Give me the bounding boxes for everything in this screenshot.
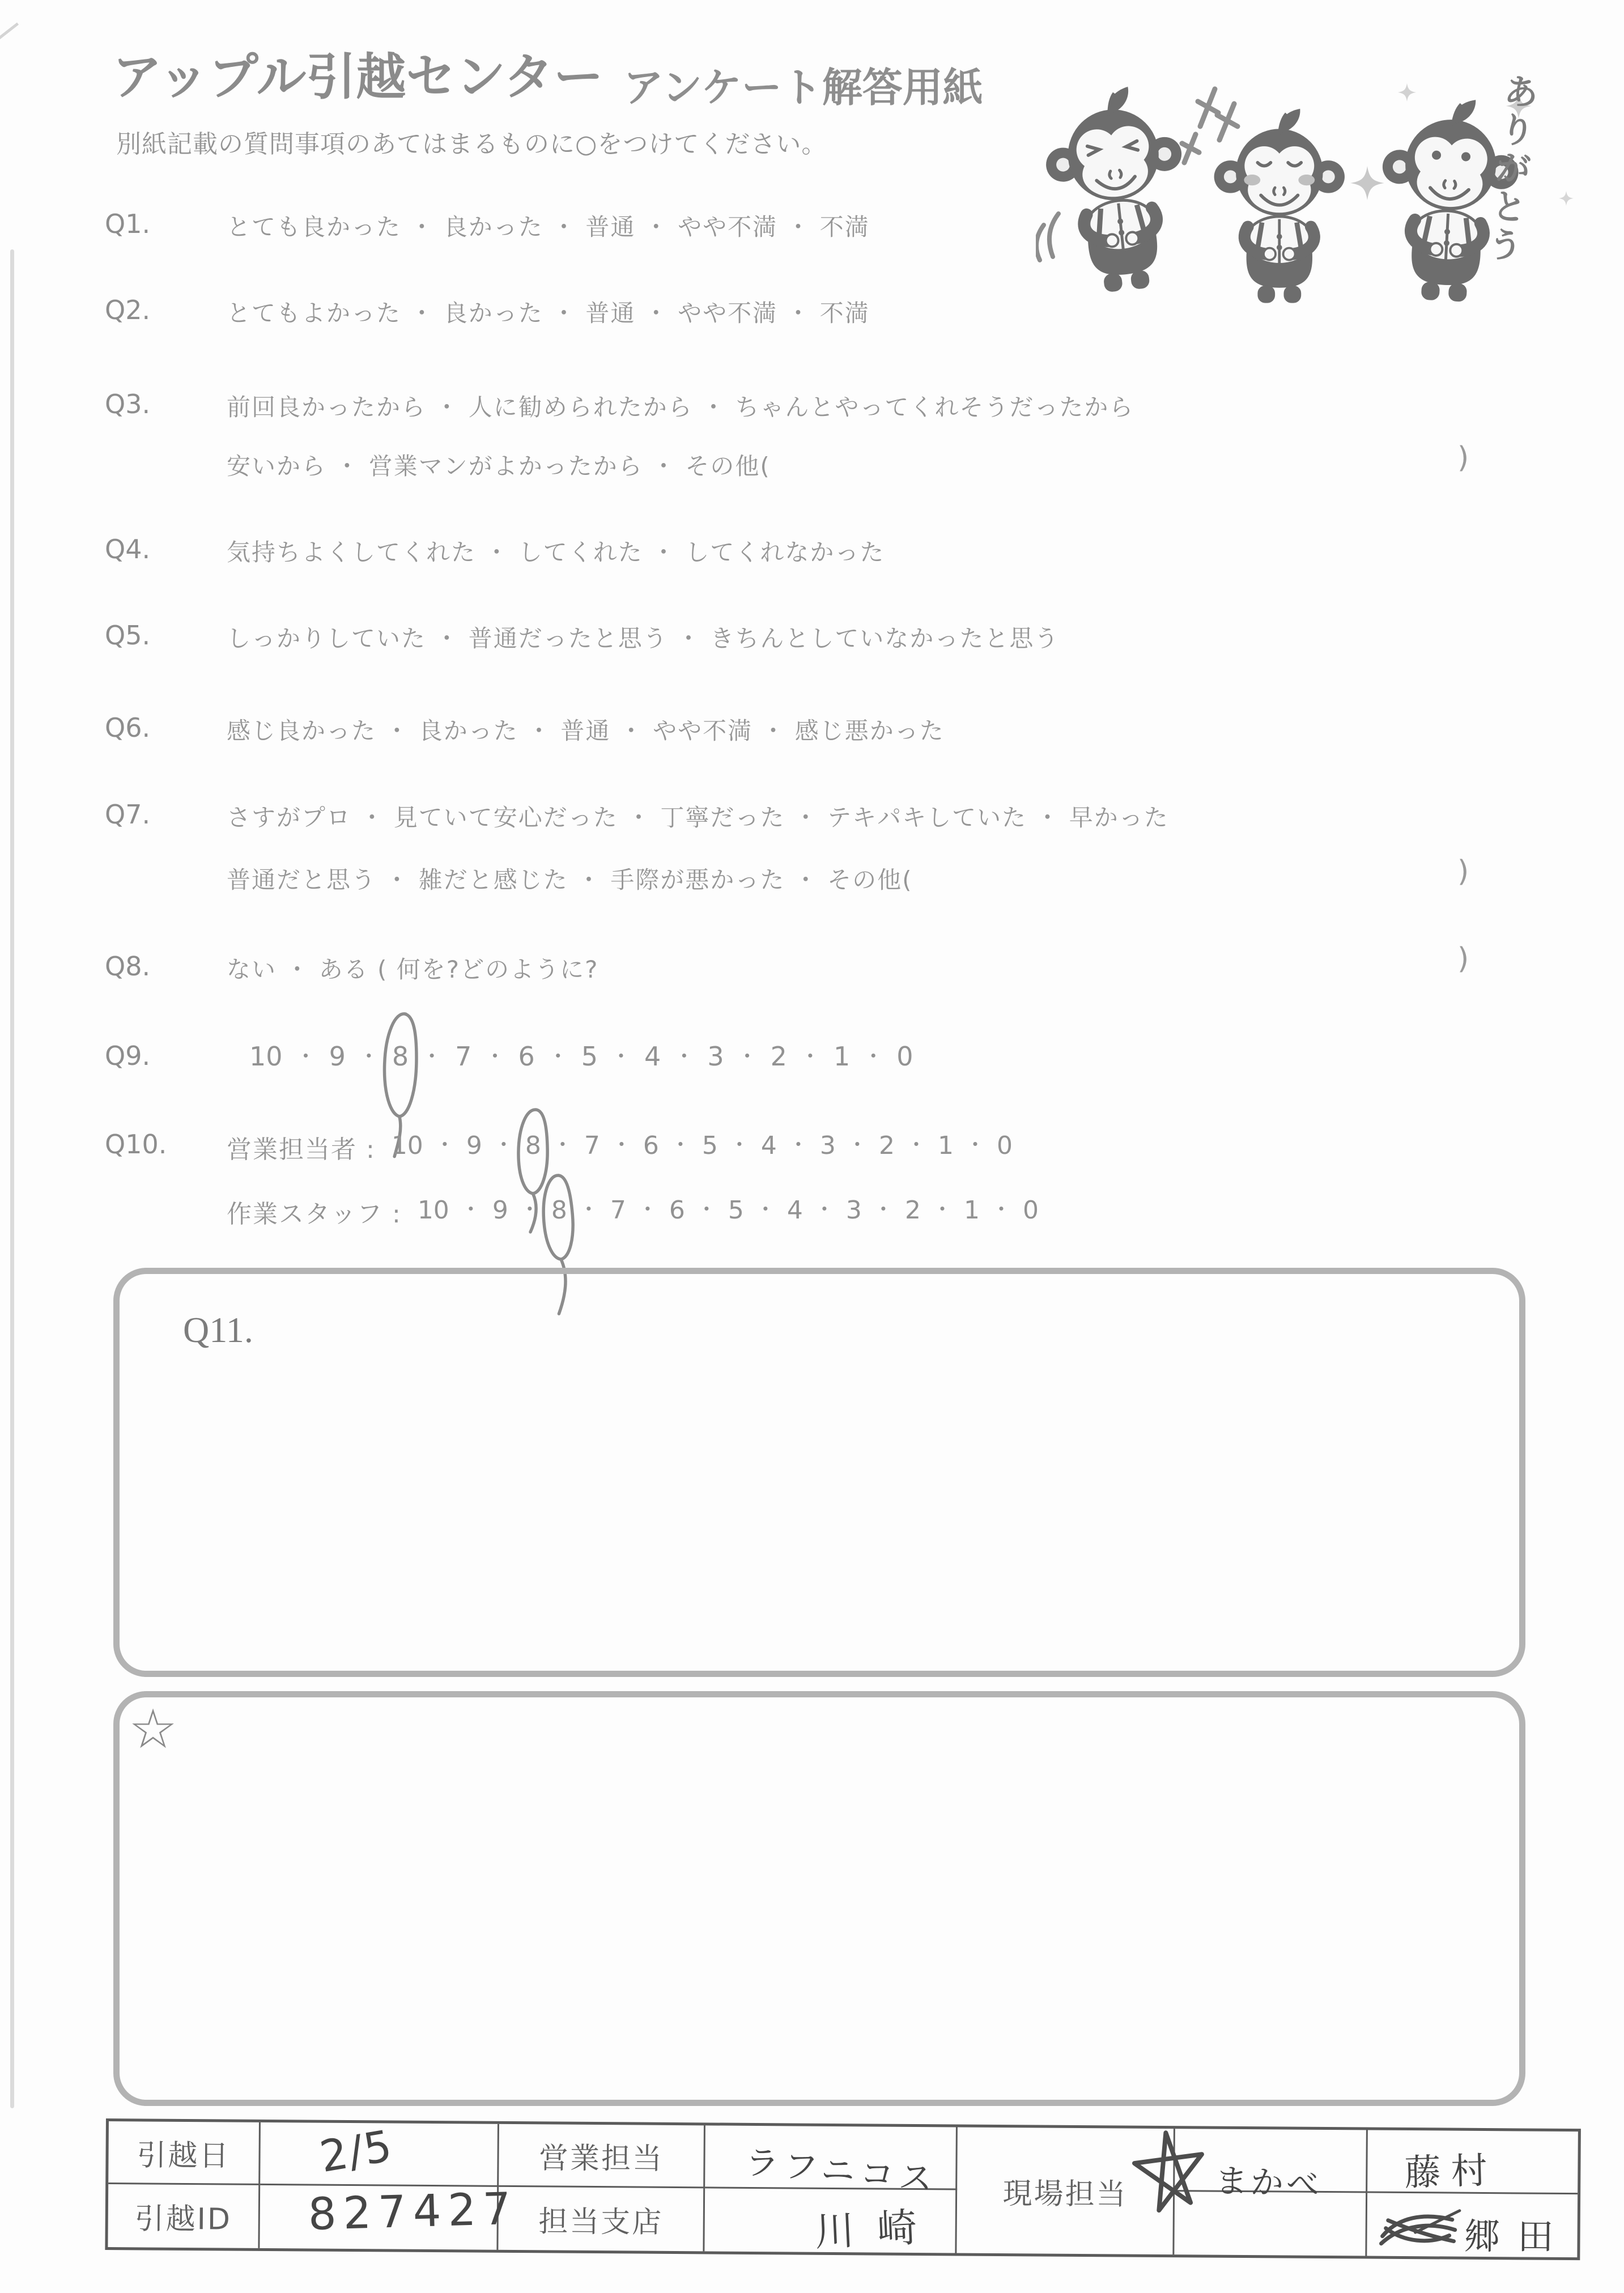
monkey-2 [1214, 109, 1345, 303]
q7-close-paren: ) [1457, 855, 1469, 889]
q3-label: Q3. [105, 389, 151, 419]
q10r1-num-3: 3 [819, 1131, 836, 1160]
q10r2-num-10: 10 [417, 1196, 449, 1225]
handwriting-sales-rep: ラフニコス [743, 2142, 940, 2200]
dot-separator: ・ [964, 1132, 986, 1157]
scan-corner-artifact [0, 23, 19, 40]
handwriting-star-mark [1131, 2126, 1208, 2217]
q6-options: 感じ良かった ・ 良かった ・ 普通 ・ やや不満 ・ 感じ悪かった [227, 717, 945, 745]
q10r2-num-4: 4 [787, 1196, 803, 1225]
dot-separator: ・ [813, 1197, 835, 1222]
q9-num-3: 3 [707, 1041, 724, 1072]
handwriting-crossed-out-scribble [1375, 2207, 1461, 2256]
site-rep-label-cell: 現場担当 [956, 2127, 1175, 2254]
q10r1-num-2: 2 [878, 1131, 895, 1160]
handwriting-move-date: 2/5 [316, 2120, 397, 2182]
q10r1-num-8-circled: 8 [525, 1131, 541, 1160]
handwriting-branch: 川崎 [814, 2203, 941, 2256]
question-q1 [105, 209, 870, 243]
q9-num-10: 10 [249, 1041, 283, 1072]
q10-row2-name: 作業スタッフ : [227, 1200, 402, 1229]
q7-label: Q7. [105, 799, 151, 830]
dot-separator: ・ [547, 1044, 569, 1069]
q4-label: Q4. [105, 534, 151, 564]
handwriting-site-rep: まかべ [1214, 2161, 1323, 2205]
scan-edge-artifact [10, 249, 14, 2108]
question-q4 [105, 534, 885, 568]
dot-separator: ・ [551, 1132, 573, 1157]
question-q5 [105, 620, 1059, 654]
question-q7 [105, 799, 1169, 833]
q10r1-num-7: 7 [584, 1131, 600, 1160]
q10r1-num-10: 10 [391, 1131, 423, 1160]
q10r1-num-4: 4 [760, 1131, 777, 1160]
dot-separator: ・ [460, 1197, 482, 1222]
q8-options: ない ・ ある ( 何を?どのように? [227, 956, 599, 983]
dot-separator: ・ [358, 1044, 380, 1069]
q1-label: Q1. [105, 209, 151, 239]
move-date-label-cell: 引越日 [108, 2121, 261, 2185]
motion-lines [1036, 214, 1058, 260]
q9-num-7: 7 [455, 1041, 472, 1072]
q10r1-num-9: 9 [466, 1131, 482, 1160]
footer-info-table [105, 2118, 1581, 2260]
q2-label: Q2. [105, 295, 151, 325]
instructions-text: 別紙記載の質問事項のあてはまるものに○をつけてください。 [116, 130, 827, 159]
question-q3 [105, 389, 1134, 423]
handwriting-crew2: 郷田 [1464, 2215, 1571, 2259]
q10r2-num-2: 2 [904, 1196, 921, 1225]
q11-comment-box [113, 1268, 1525, 1677]
q3-close-paren: ) [1457, 441, 1469, 475]
dot-separator: ・ [872, 1197, 894, 1222]
dot-separator: ・ [862, 1044, 885, 1069]
q10r2-num-7: 7 [610, 1196, 626, 1225]
q9-scale [249, 1041, 913, 1072]
q3-options-line1: 前回良かったから ・ 人に勧められたから ・ ちゃんとやってくれそうだったから [227, 393, 1134, 421]
q7-options-line2: 普通だと思う ・ 雑だと感じた ・ 手際が悪かった ・ その他( [227, 866, 913, 894]
q10r1-num-5: 5 [702, 1131, 718, 1160]
dot-separator: ・ [610, 1132, 632, 1157]
question-q9 [105, 1041, 913, 1072]
q1-options: とても良かった ・ 良かった ・ 普通 ・ やや不満 ・ 不満 [227, 213, 870, 241]
dot-separator: ・ [577, 1197, 600, 1222]
dot-separator: ・ [636, 1197, 658, 1222]
q8-close-paren: ) [1457, 942, 1469, 976]
q10r2-num-8-circled: 8 [551, 1196, 567, 1225]
question-q3-line2 [105, 448, 771, 482]
q6-label: Q6. [105, 712, 151, 743]
dot-separator: ・ [728, 1132, 750, 1157]
dot-separator: ・ [736, 1044, 758, 1069]
q5-options: しっかりしていた ・ 普通だったと思う ・ きちんとしていなかったと思う [227, 625, 1060, 652]
dot-separator: ・ [695, 1197, 717, 1222]
q9-num-9: 9 [329, 1041, 346, 1072]
dot-separator: ・ [421, 1044, 443, 1069]
q10r2-num-1: 1 [963, 1196, 980, 1225]
q10r2-num-0: 0 [1022, 1196, 1039, 1225]
q10r2-num-9: 9 [492, 1196, 508, 1225]
branch-label-cell: 担当支店 [498, 2187, 705, 2252]
q8-label: Q8. [105, 951, 151, 982]
dot-separator: ・ [610, 1044, 632, 1069]
q7-options-line1: さすがプロ ・ 見ていて安心だった ・ 丁寧だった ・ テキパキしていた ・ 早かった [227, 804, 1169, 831]
brand-title: アップル引越センター [112, 48, 603, 106]
q10r1-num-0: 0 [996, 1131, 1013, 1160]
q9-num-0: 0 [896, 1041, 913, 1072]
dot-separator: ・ [846, 1132, 868, 1157]
q11-label: Q11. [183, 1310, 253, 1350]
question-q8 [105, 951, 598, 985]
dot-separator: ・ [905, 1132, 927, 1157]
q10-row1-scale [392, 1129, 1013, 1160]
question-q2 [105, 295, 870, 329]
q10-row2-scale [418, 1194, 1039, 1225]
q9-num-8-circled: 8 [392, 1041, 409, 1072]
question-q10-row1 [105, 1129, 1013, 1165]
monkey-1 [1039, 82, 1195, 297]
dot-separator: ・ [990, 1197, 1012, 1222]
dot-separator: ・ [799, 1044, 821, 1069]
q2-options: とてもよかった ・ 良かった ・ 普通 ・ やや不満 ・ 不満 [227, 299, 870, 327]
dot-separator: ・ [433, 1132, 456, 1157]
q9-num-4: 4 [644, 1041, 661, 1072]
q9-num-6: 6 [518, 1041, 535, 1072]
question-q6 [105, 712, 945, 746]
handwriting-move-id: 827427 [307, 2183, 518, 2240]
star-comment-box [113, 1691, 1525, 2106]
star-icon: ☆ [129, 1697, 178, 1761]
q10r2-num-6: 6 [669, 1196, 685, 1225]
q10r2-num-5: 5 [728, 1196, 744, 1225]
q9-num-1: 1 [833, 1041, 851, 1072]
q10r2-num-3: 3 [845, 1196, 862, 1225]
dot-separator: ・ [518, 1197, 541, 1222]
question-q10-row2 [105, 1194, 1039, 1230]
q10r1-num-1: 1 [937, 1131, 954, 1160]
q9-num-5: 5 [581, 1041, 598, 1072]
dot-separator: ・ [669, 1132, 691, 1157]
q10r1-num-6: 6 [643, 1131, 659, 1160]
dot-separator: ・ [492, 1132, 515, 1157]
handwriting-crew1: 藤村 [1404, 2150, 1498, 2194]
q10-label: Q10. [105, 1129, 167, 1160]
excitement-marks [1182, 89, 1238, 163]
question-q7-line2 [105, 861, 913, 895]
q4-options: 気持ちよくしてくれた ・ してくれた ・ してくれなかった [227, 538, 885, 566]
q10-row1-name: 営業担当者 : [227, 1135, 376, 1164]
dot-separator: ・ [295, 1044, 317, 1069]
q3-options-line2: 安いから ・ 営業マンがよかったから ・ その他( [227, 452, 771, 480]
q9-label: Q9. [105, 1041, 151, 1071]
dot-separator: ・ [754, 1197, 776, 1222]
form-title: アンケート解答用紙 [623, 64, 983, 111]
q9-num-2: 2 [770, 1041, 787, 1072]
q5-label: Q5. [105, 620, 151, 651]
dot-separator: ・ [484, 1044, 506, 1069]
dot-separator: ・ [931, 1197, 953, 1222]
dot-separator: ・ [787, 1132, 809, 1157]
dot-separator: ・ [673, 1044, 695, 1069]
thanks-vertical-text: ありがとう [1480, 71, 1541, 267]
move-id-label-cell: 引越ID [108, 2184, 260, 2248]
sales-rep-label-cell: 営業担当 [499, 2124, 705, 2189]
